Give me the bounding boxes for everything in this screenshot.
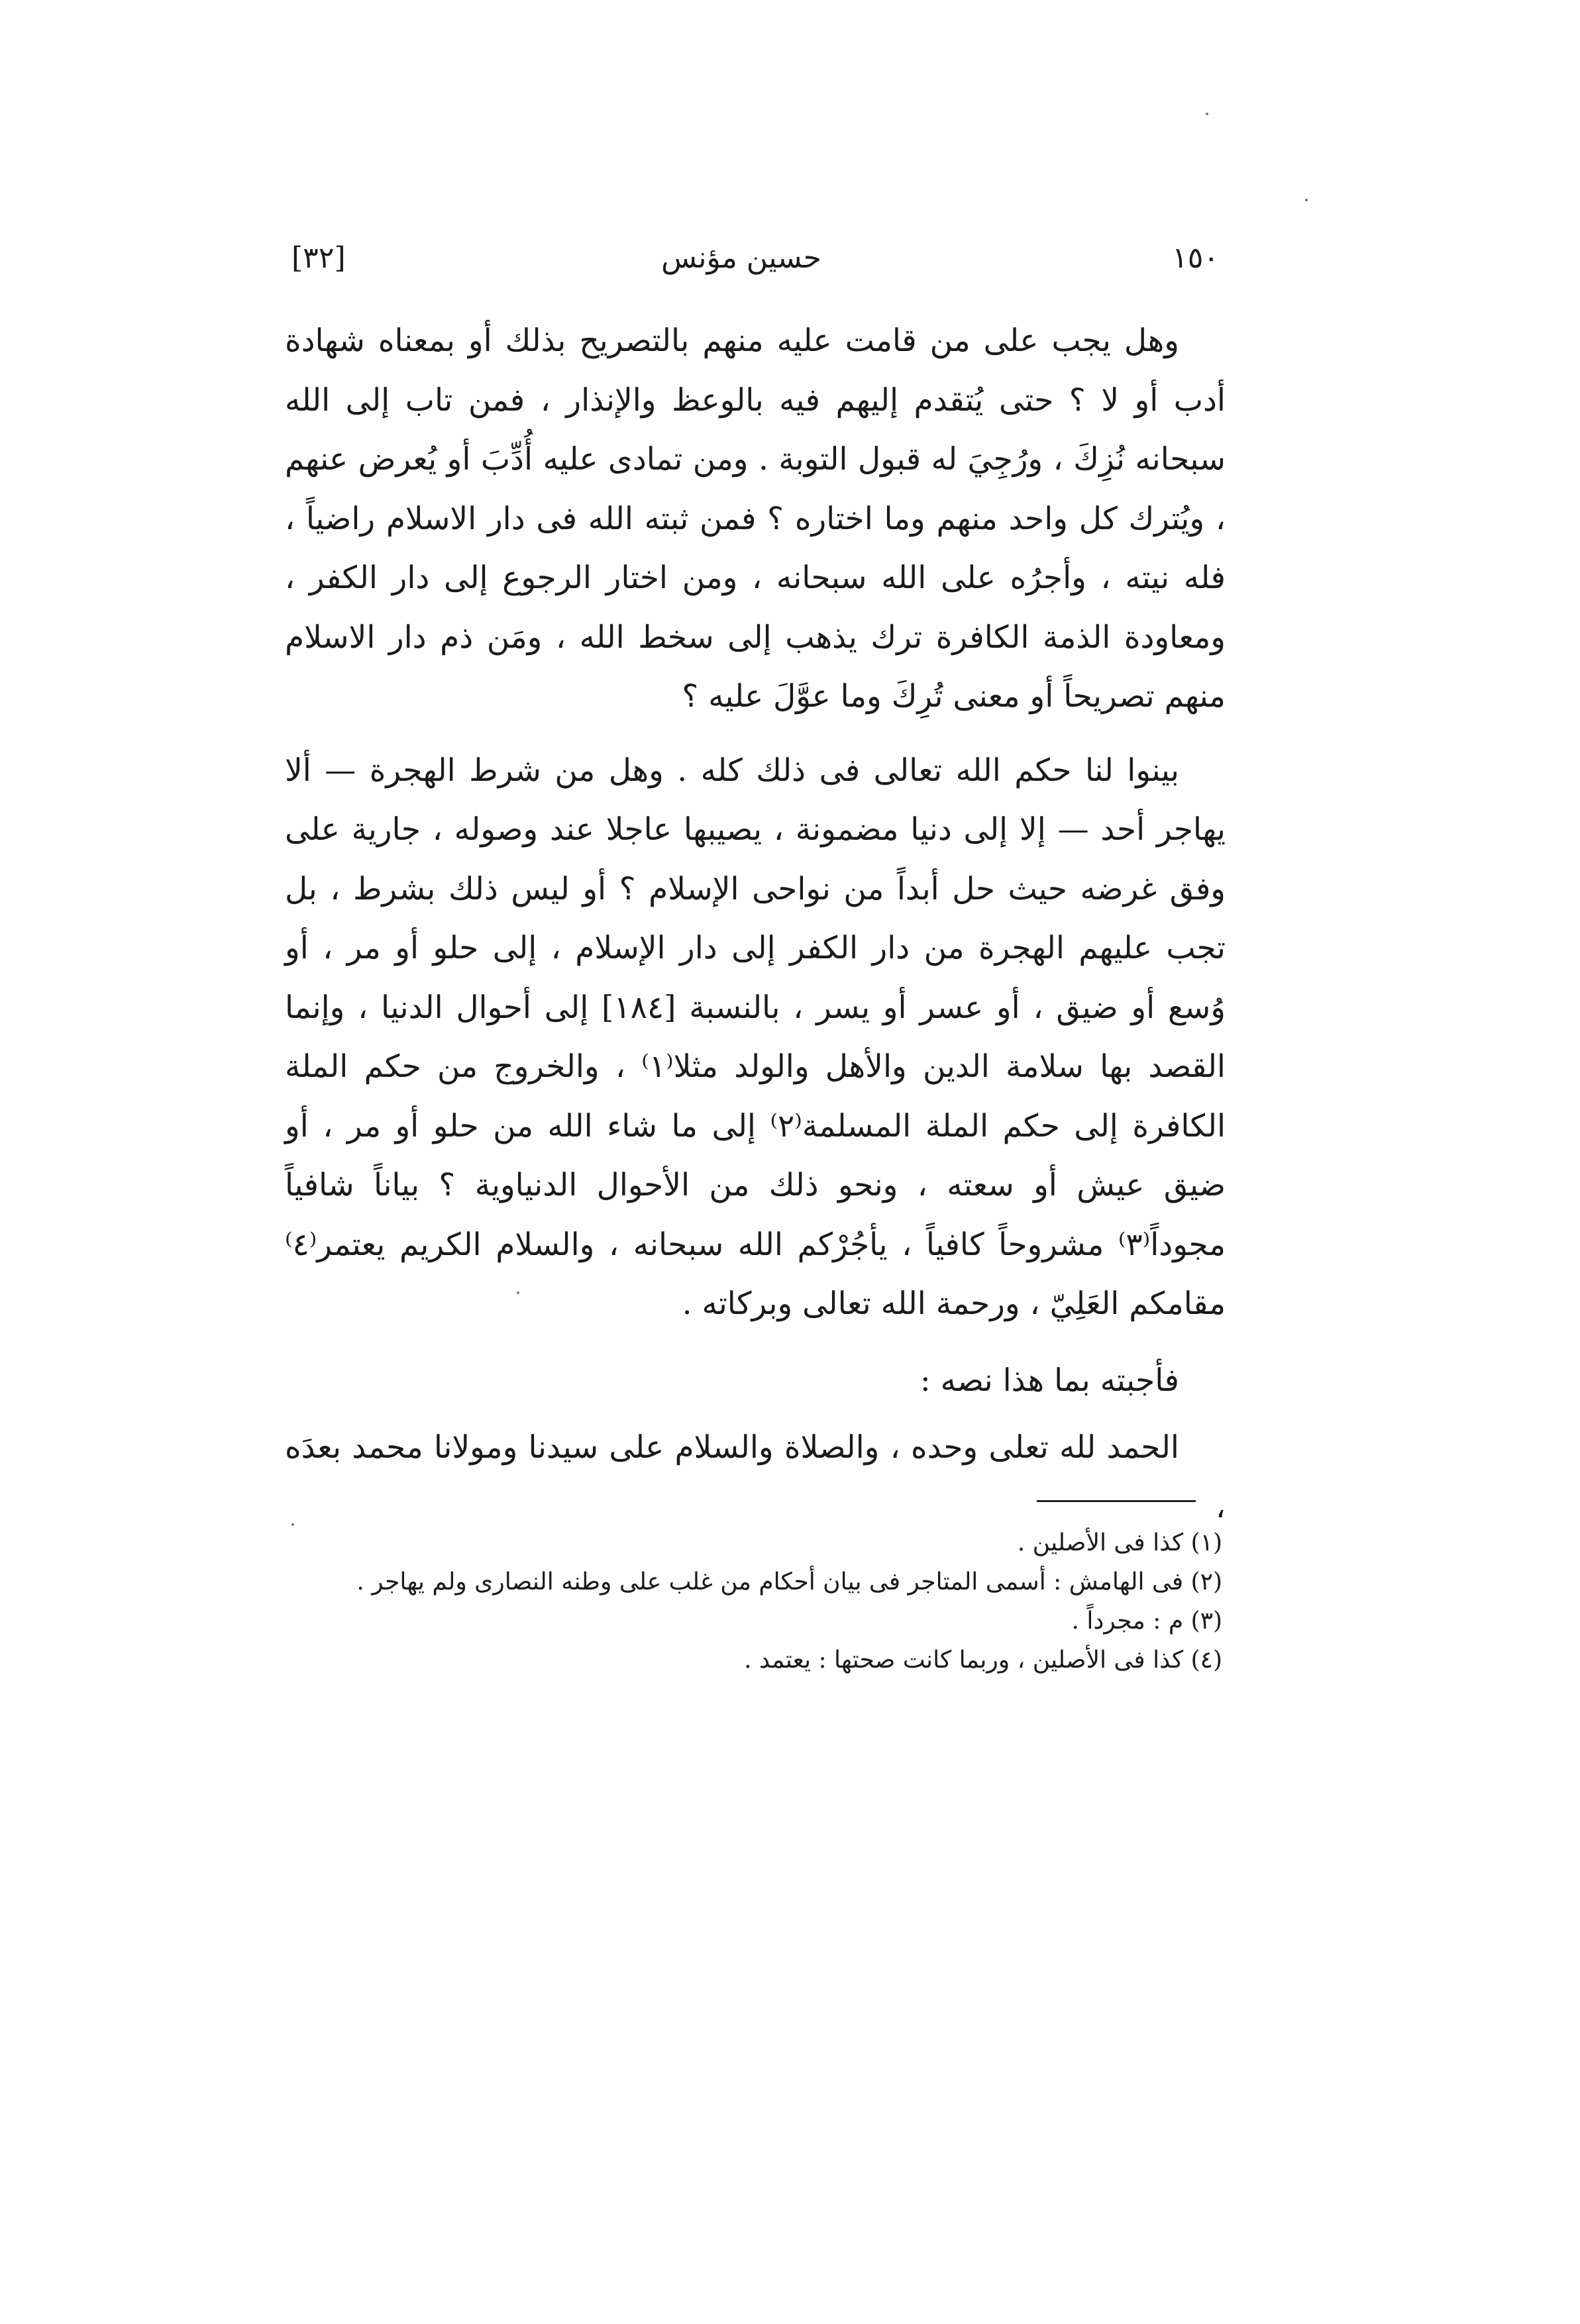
footnotes: [331, 1523, 1222, 1680]
scan-speck: [1206, 113, 1208, 115]
scan-speck: [517, 1291, 519, 1294]
scan-speck: [291, 1523, 294, 1526]
footnote-divider: [1037, 1500, 1196, 1502]
footnote-3: (٣) م : مجرداً .: [1071, 1607, 1222, 1635]
page-number: ١٥٠: [1172, 241, 1219, 275]
body-text: [285, 311, 1226, 1537]
question-paragraph: وهل يجب على من قامت عليه منهم بالتصريح بذلك أو بمعناه شهادة أدب أو لا ؟ حتى يُتقدم إليهم فيه بالوعظ والإنذار ، فمن تاب إلى الله سبحانه نُزِكَ ، ورُجِيَ له قبول التوبة . ومن تمادى عليه أُدِّبَ أو يُعرض عنهم ، ويُترك كل واحد منهم وما اختاره ؟ فمن ثبته الله فى دار الاسلام راضياً ، فله نيته ، وأجرُه على الله سبحانه ، ومن اختار الرجوع إلى دار الكفر ، ومعاودة الذمة الكافرة ترك يذهب إلى سخط الله ، ومَن ذم دار الاسلام منهم تصريحاً أو معنى تُرِكَ وما عوَّلَ عليه ؟: [285, 323, 1226, 715]
reply-intro: فأجبته بما هذا نصه :: [920, 1362, 1179, 1399]
footnote-4: (٤) كذا فى الأصلين ، وربما كانت صحتها : يعتمد .: [744, 1646, 1222, 1674]
scan-speck: [1305, 199, 1308, 201]
running-title: حسين مؤنس: [661, 241, 821, 275]
section-marker: [٣٢]: [291, 241, 346, 275]
request-paragraph: بينوا لنا حكم الله تعالى فى ذلك كله . وهل من شرط الهجرة — ألا يهاجر أحد — إلا إلى دنيا مضمونة ، يصيبها عاجلا عند وصوله ، جارية على وفق غرضه حيث حل أبداً من نواحى الإسلام ؟ أو ليس ذلك بشرط ، بل تجب عليهم الهجرة من دار الكفر إلى دار الإسلام ، إلى حلو أو مر ، أو وُسع أو ضيق ، أو عسر أو يسر ، بالنسبة [١٨٤] إلى أحوال الدنيا ، وإنما القصد بها سلامة الدين والأهل والولد مثلا⁽١⁾ ، والخروج من حكم الملة الكافرة إلى حكم الملة المسلمة⁽٢⁾ إلى ما شاء الله من حلو أو مر ، أو ضيق عيش أو سعته ، ونحو ذلك من الأحوال الدنياوية ؟ بياناً شافياً مجوداً⁽٣⁾ مشروحاً كافياً ، يأجُرْكم الله سبحانه ، والسلام الكريم يعتمر⁽٤⁾ مقامكم العَلِيّ ، ورحمة الله تعالى وبركاته .: [285, 752, 1226, 1322]
footnote-1: (١) كذا فى الأصلين .: [1017, 1529, 1222, 1556]
page-header: [291, 238, 1219, 291]
footnote-2: (٢) فى الهامش : أسمى المتاجر فى بيان أحكام من غلب على وطنه النصارى ولم يهاجر .: [356, 1568, 1222, 1595]
salutation-line: الحمد لله تعلى وحده ، والصلاة والسلام على سيدنا ومولانا محمد بعدَه ،: [285, 1429, 1226, 1525]
